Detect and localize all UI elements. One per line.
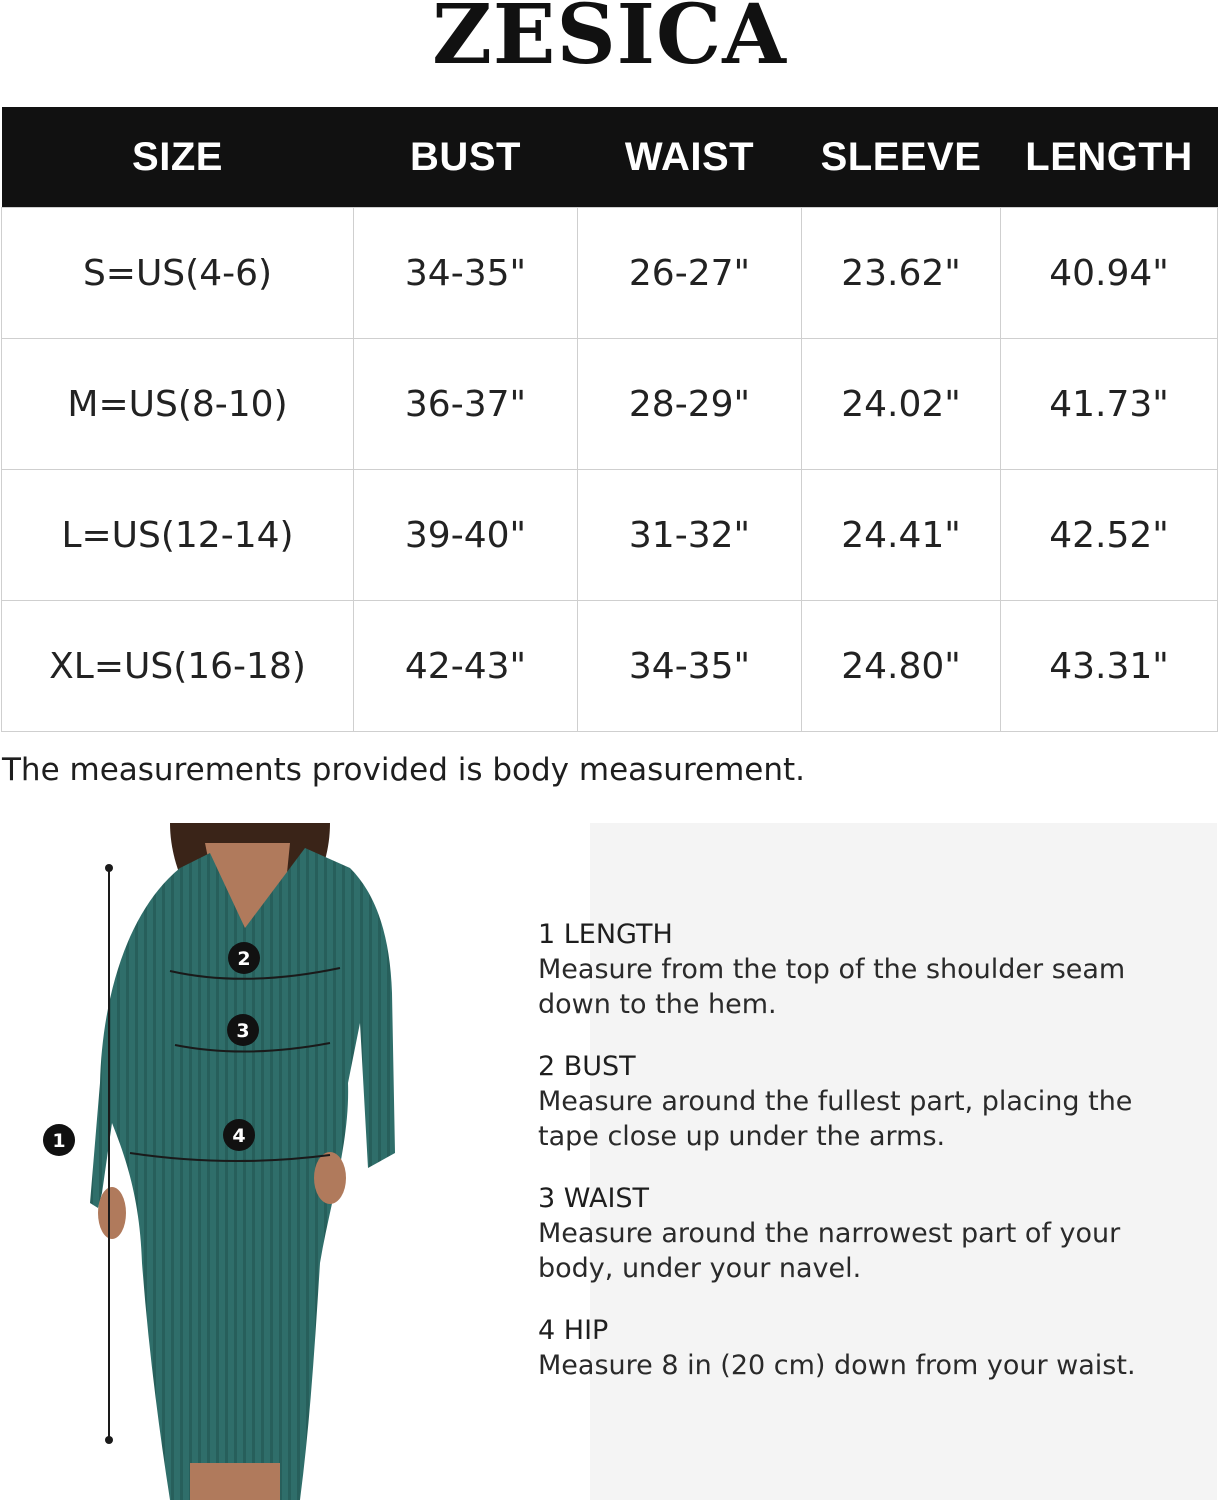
brand-logo: ZESICA	[432, 0, 787, 83]
cell-sleeve: 24.41"	[802, 470, 1001, 601]
model-figure	[30, 823, 450, 1500]
table-row	[2, 470, 1218, 601]
instruction-description: Measure around the narrowest part of your body, under your navel.	[538, 1218, 1121, 1284]
instruction-title: 2 BUST	[538, 1051, 636, 1082]
cell-bust: 42-43"	[354, 601, 578, 732]
marker-3-label: 3	[236, 1020, 250, 1042]
instruction-length	[538, 918, 1178, 1022]
marker-4	[223, 1119, 255, 1151]
table-row	[2, 339, 1218, 470]
cell-bust: 39-40"	[354, 470, 578, 601]
cell-sleeve: 23.62"	[802, 208, 1001, 339]
measurement-instructions	[538, 918, 1178, 1411]
size-chart-table	[1, 107, 1218, 732]
length-line-top-dot	[105, 864, 113, 872]
cell-waist: 34-35"	[578, 601, 802, 732]
table-row	[2, 208, 1218, 339]
cell-length: 40.94"	[1001, 208, 1218, 339]
marker-1	[43, 1124, 75, 1156]
cell-sleeve: 24.02"	[802, 339, 1001, 470]
marker-1-label: 1	[52, 1130, 66, 1152]
header-size: SIZE	[2, 107, 354, 208]
cell-waist: 26-27"	[578, 208, 802, 339]
left-hand	[98, 1187, 126, 1239]
instruction-title: 1 LENGTH	[538, 919, 673, 950]
instruction-hip	[538, 1314, 1178, 1383]
marker-4-label: 4	[232, 1125, 246, 1147]
cell-size: XL=US(16-18)	[2, 601, 354, 732]
right-hand	[314, 1152, 346, 1204]
instruction-title: 3 WAIST	[538, 1183, 650, 1214]
cell-waist: 28-29"	[578, 339, 802, 470]
cell-size: L=US(12-14)	[2, 470, 354, 601]
cell-bust: 34-35"	[354, 208, 578, 339]
marker-2	[228, 942, 260, 974]
cell-length: 43.31"	[1001, 601, 1218, 732]
header-length: LENGTH	[1001, 107, 1218, 208]
marker-3	[227, 1014, 259, 1046]
cell-size: M=US(8-10)	[2, 339, 354, 470]
instruction-description: Measure around the fullest part, placing the tape close up under the arms.	[538, 1086, 1133, 1152]
measurement-note: The measurements provided is body measurement.	[2, 752, 806, 788]
instruction-waist	[538, 1182, 1178, 1286]
header-waist: WAIST	[578, 107, 802, 208]
cell-length: 41.73"	[1001, 339, 1218, 470]
instruction-bust	[538, 1050, 1178, 1154]
instruction-title: 4 HIP	[538, 1315, 609, 1346]
marker-2-label: 2	[237, 948, 251, 970]
cell-bust: 36-37"	[354, 339, 578, 470]
table-header-row	[2, 107, 1218, 208]
instruction-description: Measure 8 in (20 cm) down from your waist.	[538, 1350, 1136, 1381]
instruction-description: Measure from the top of the shoulder seam down to the hem.	[538, 954, 1126, 1020]
header-sleeve: SLEEVE	[802, 107, 1001, 208]
header-bust: BUST	[354, 107, 578, 208]
cell-size: S=US(4-6)	[2, 208, 354, 339]
length-line-bottom-dot	[105, 1436, 113, 1444]
cell-sleeve: 24.80"	[802, 601, 1001, 732]
cell-waist: 31-32"	[578, 470, 802, 601]
table-row	[2, 601, 1218, 732]
legs-skin	[190, 1463, 280, 1500]
cell-length: 42.52"	[1001, 470, 1218, 601]
